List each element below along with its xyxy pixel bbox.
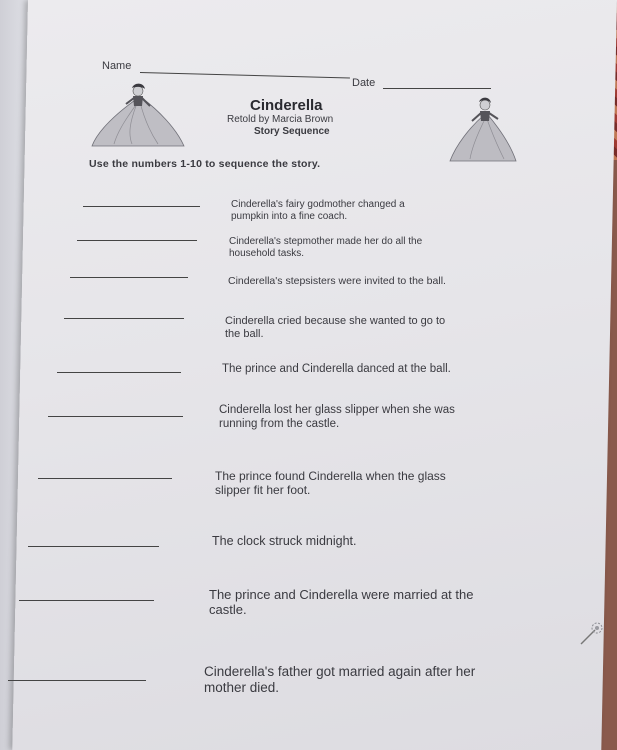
answer-blank-2[interactable] <box>77 240 197 241</box>
page-title: Cinderella <box>250 97 323 114</box>
list-item-1: Cinderella's fairy godmother changed a pumpkin into a fine coach. <box>231 199 405 222</box>
answer-blank-10[interactable] <box>8 680 146 681</box>
list-item-9: The prince and Cinderella were married at the castle. <box>209 587 474 618</box>
list-item-8: The clock struck midnight. <box>212 534 357 548</box>
date-label: Date <box>352 77 376 89</box>
list-item-5: The prince and Cinderella danced at the ball. <box>222 363 451 375</box>
list-item-4: Cinderella cried because she wanted to go to the ball. <box>225 315 446 340</box>
answer-blank-8[interactable] <box>28 546 159 547</box>
list-item-3: Cinderella's stepsisters were invited to the ball. <box>228 275 446 287</box>
answer-blank-9[interactable] <box>19 600 154 601</box>
princess-illustration-right <box>448 93 518 163</box>
answer-blank-4[interactable] <box>64 318 184 319</box>
list-item-2: Cinderella's stepmother made her do all the household tasks. <box>229 236 423 259</box>
answer-blank-1[interactable] <box>83 206 200 207</box>
answer-blank-7[interactable] <box>38 478 172 479</box>
list-item-7: The prince found Cinderella when the glass slipper fit her foot. <box>215 469 446 498</box>
list-item-10: Cinderella's father got married again after her mother died. <box>204 664 476 695</box>
date-field[interactable] <box>383 88 491 89</box>
wand-icon <box>577 618 607 648</box>
answer-blank-3[interactable] <box>70 277 188 278</box>
answer-blank-6[interactable] <box>48 416 183 417</box>
name-label: Name <box>102 60 132 72</box>
answer-blank-5[interactable] <box>57 372 181 373</box>
section-heading: Story Sequence <box>254 126 330 137</box>
instructions: Use the numbers 1-10 to sequence the story. <box>89 158 321 170</box>
author-credit: Retold by Marcia Brown <box>227 114 334 125</box>
list-item-6: Cinderella lost her glass slipper when she was running from the castle. <box>219 404 455 430</box>
princess-illustration-left <box>88 82 188 150</box>
